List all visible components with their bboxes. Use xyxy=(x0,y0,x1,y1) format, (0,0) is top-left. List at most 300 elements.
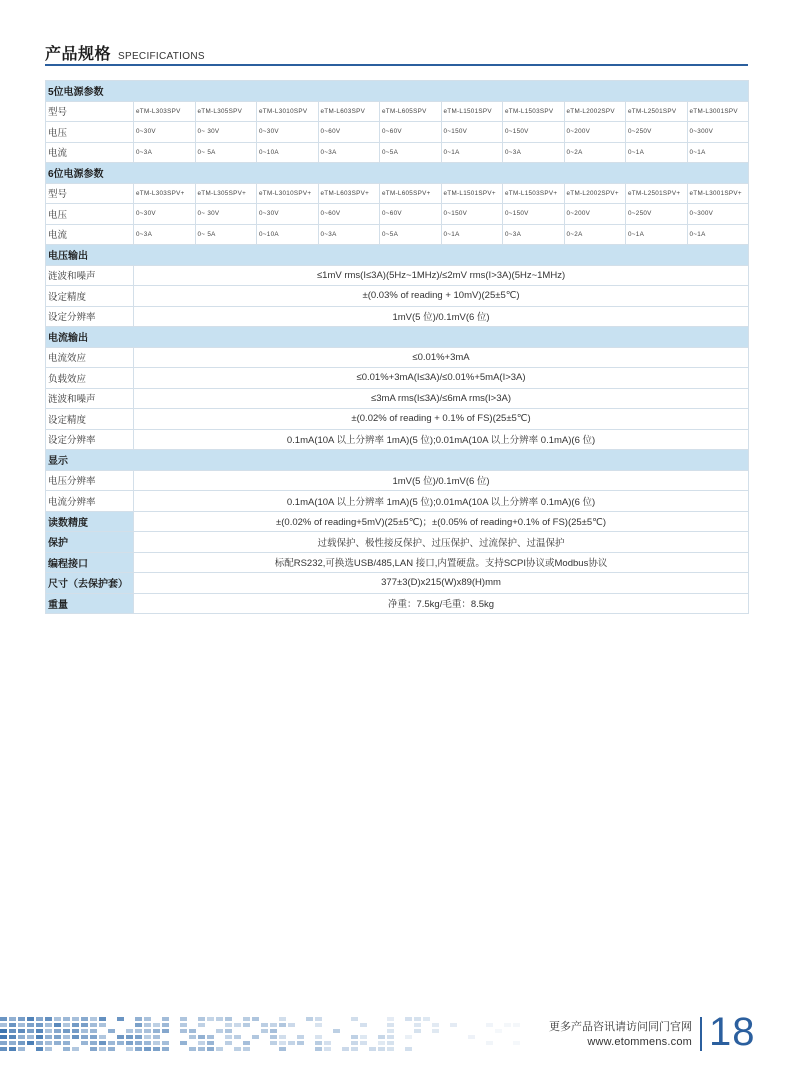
pattern-dot xyxy=(315,1047,322,1051)
pattern-dot xyxy=(198,1041,205,1045)
pattern-dot xyxy=(162,1017,169,1021)
pattern-dot xyxy=(252,1035,259,1039)
spec-cell: 0~30V xyxy=(134,204,196,225)
key-spec-row xyxy=(46,573,749,594)
pattern-dot xyxy=(324,1041,331,1045)
row-label: 负载效应 xyxy=(46,368,134,389)
pattern-dot xyxy=(189,1047,196,1051)
pattern-dot xyxy=(99,1023,106,1027)
pattern-dot xyxy=(387,1035,394,1039)
pattern-dot xyxy=(414,1017,421,1021)
spec-cell: 0~3A xyxy=(134,142,196,163)
pattern-dot xyxy=(99,1041,106,1045)
table-row xyxy=(46,224,749,245)
pattern-dot xyxy=(243,1041,250,1045)
spec-cell: 0~10A xyxy=(257,224,319,245)
section-header-row xyxy=(46,81,749,102)
pattern-dot xyxy=(90,1035,97,1039)
pattern-dot xyxy=(162,1029,169,1033)
row-label: 电流 xyxy=(46,142,134,163)
pattern-dot xyxy=(45,1029,52,1033)
spec-cell: eTM-L1501SPV xyxy=(441,101,503,122)
key-spec-row xyxy=(46,532,749,553)
pattern-dot xyxy=(225,1035,232,1039)
footer-website: www.etommens.com xyxy=(587,1036,692,1048)
spec-cell: 0~30V xyxy=(257,204,319,225)
pattern-dot xyxy=(153,1047,160,1051)
spec-cell: 0~3A xyxy=(503,142,565,163)
spec-cell: eTM-L305SPV xyxy=(195,101,257,122)
pattern-dot xyxy=(180,1017,187,1021)
pattern-dot xyxy=(315,1017,322,1021)
table-row xyxy=(46,142,749,163)
pattern-dot xyxy=(486,1023,493,1027)
spec-cell: 0~5A xyxy=(380,142,442,163)
pattern-dot xyxy=(162,1041,169,1045)
pattern-dot xyxy=(81,1041,88,1045)
pattern-dot xyxy=(504,1023,511,1027)
pattern-dot xyxy=(315,1041,322,1045)
pattern-dot xyxy=(378,1035,385,1039)
pattern-dot xyxy=(351,1041,358,1045)
pattern-dot xyxy=(261,1029,268,1033)
footer-tagline: 更多产品咨讯请访问同门官网 xyxy=(549,1021,692,1033)
spec-table xyxy=(45,80,749,614)
spec-cell: 0~30V xyxy=(257,122,319,143)
pattern-dot xyxy=(72,1029,79,1033)
pattern-dot xyxy=(387,1017,394,1021)
section-header-row xyxy=(46,245,749,266)
pattern-dot xyxy=(216,1047,223,1051)
pattern-dot xyxy=(63,1047,70,1051)
pattern-dot xyxy=(0,1023,7,1027)
spec-cell: 0~150V xyxy=(503,204,565,225)
key-spec-label: 读数精度 xyxy=(46,511,134,532)
spec-cell: 0~1A xyxy=(441,224,503,245)
pattern-dot xyxy=(54,1035,61,1039)
section-header-row xyxy=(46,327,749,348)
pattern-dot xyxy=(180,1041,187,1045)
table-row xyxy=(46,409,749,430)
spec-cell: eTM-L605SPV xyxy=(380,101,442,122)
pattern-dot xyxy=(18,1035,25,1039)
pattern-dot xyxy=(189,1035,196,1039)
pattern-dot xyxy=(18,1017,25,1021)
spec-cell: 0~ 5A xyxy=(195,142,257,163)
pattern-dot xyxy=(54,1029,61,1033)
spec-cell: 0~ 30V xyxy=(195,204,257,225)
pattern-dot xyxy=(270,1029,277,1033)
section-title: 显示 xyxy=(46,450,749,471)
spec-cell: 0~60V xyxy=(380,204,442,225)
pattern-dot xyxy=(270,1035,277,1039)
spec-cell: 0~1A xyxy=(687,224,749,245)
pattern-dot xyxy=(117,1017,124,1021)
pattern-dot xyxy=(207,1017,214,1021)
pattern-dot xyxy=(117,1035,124,1039)
pattern-dot xyxy=(162,1047,169,1051)
spec-cell: eTM-L1501SPV+ xyxy=(441,183,503,204)
pattern-dot xyxy=(189,1029,196,1033)
pattern-dot xyxy=(360,1041,367,1045)
pattern-dot xyxy=(333,1029,340,1033)
pattern-dot xyxy=(45,1047,52,1051)
pattern-dot xyxy=(225,1029,232,1033)
spec-cell: eTM-L1503SPV xyxy=(503,101,565,122)
table-row xyxy=(46,347,749,368)
pattern-dot xyxy=(72,1017,79,1021)
spec-cell: eTM-L2002SPV+ xyxy=(564,183,626,204)
pattern-dot xyxy=(387,1047,394,1051)
pattern-dot xyxy=(432,1023,439,1027)
pattern-dot xyxy=(27,1017,34,1021)
section-title: 6位电源参数 xyxy=(46,163,749,184)
spec-cell: eTM-L2501SPV+ xyxy=(626,183,688,204)
key-spec-row xyxy=(46,511,749,532)
pattern-dot xyxy=(144,1041,151,1045)
pattern-dot xyxy=(135,1035,142,1039)
footer-contact xyxy=(549,1020,692,1050)
pattern-dot xyxy=(414,1023,421,1027)
pattern-dot xyxy=(405,1035,412,1039)
spec-cell: 0~3A xyxy=(318,224,380,245)
pattern-dot xyxy=(315,1035,322,1039)
pattern-dot xyxy=(405,1017,412,1021)
spec-cell: eTM-L303SPV xyxy=(134,101,196,122)
pattern-dot xyxy=(297,1041,304,1045)
pattern-dot xyxy=(90,1047,97,1051)
spec-cell: 0~150V xyxy=(441,122,503,143)
pattern-dot xyxy=(360,1023,367,1027)
table-row xyxy=(46,183,749,204)
pattern-dot xyxy=(45,1023,52,1027)
section-header-row xyxy=(46,163,749,184)
pattern-dot xyxy=(36,1017,43,1021)
pattern-dot xyxy=(45,1017,52,1021)
spec-cell: 0~2A xyxy=(564,224,626,245)
footer-dot-pattern xyxy=(0,1016,530,1052)
pattern-dot xyxy=(144,1035,151,1039)
table-row xyxy=(46,101,749,122)
spec-cell: 0~300V xyxy=(687,204,749,225)
pattern-dot xyxy=(9,1023,16,1027)
table-row xyxy=(46,368,749,389)
pattern-dot xyxy=(432,1029,439,1033)
spec-cell: eTM-L305SPV+ xyxy=(195,183,257,204)
pattern-dot xyxy=(207,1047,214,1051)
pattern-dot xyxy=(369,1047,376,1051)
pattern-dot xyxy=(90,1029,97,1033)
pattern-dot xyxy=(153,1041,160,1045)
pattern-dot xyxy=(279,1041,286,1045)
pattern-dot xyxy=(9,1035,16,1039)
pattern-dot xyxy=(99,1047,106,1051)
pattern-dot xyxy=(234,1035,241,1039)
pattern-dot xyxy=(126,1047,133,1051)
pattern-dot xyxy=(54,1017,61,1021)
spec-value: 0.1mA(10A 以上分辨率 1mA)(5 位);0.01mA(10A 以上分辨率 0.1mA)(6 位) xyxy=(134,491,749,512)
pattern-dot xyxy=(0,1047,7,1051)
pattern-dot xyxy=(81,1023,88,1027)
section-title: 5位电源参数 xyxy=(46,81,749,102)
row-label: 设定分辨率 xyxy=(46,429,134,450)
spec-cell: 0~60V xyxy=(318,204,380,225)
pattern-dot xyxy=(495,1029,502,1033)
table-row xyxy=(46,491,749,512)
pattern-dot xyxy=(135,1041,142,1045)
table-row xyxy=(46,204,749,225)
spec-cell: 0~150V xyxy=(503,122,565,143)
pattern-dot xyxy=(225,1017,232,1021)
pattern-dot xyxy=(135,1029,142,1033)
pattern-dot xyxy=(270,1041,277,1045)
pattern-dot xyxy=(144,1029,151,1033)
spec-cell: eTM-L1503SPV+ xyxy=(503,183,565,204)
spec-value: ≤1mV rms(I≤3A)(5Hz~1MHz)/≤2mV rms(I>3A)(5Hz~1MHz) xyxy=(134,265,749,286)
pattern-dot xyxy=(27,1029,34,1033)
pattern-dot xyxy=(63,1035,70,1039)
page-title: 产品规格 xyxy=(45,46,112,63)
pattern-dot xyxy=(153,1035,160,1039)
pattern-dot xyxy=(279,1017,286,1021)
pattern-dot xyxy=(234,1047,241,1051)
spec-cell: 0~1A xyxy=(687,142,749,163)
pattern-dot xyxy=(135,1047,142,1051)
pattern-dot xyxy=(63,1023,70,1027)
pattern-dot xyxy=(54,1041,61,1045)
pattern-dot xyxy=(450,1023,457,1027)
pattern-dot xyxy=(72,1047,79,1051)
key-spec-value: ±(0.02% of reading+5mV)(25±5℃)；±(0.05% of reading+0.1% of FS)(25±5℃) xyxy=(134,511,749,532)
pattern-dot xyxy=(135,1023,142,1027)
pattern-dot xyxy=(279,1023,286,1027)
table-row xyxy=(46,286,749,307)
table-row xyxy=(46,470,749,491)
pattern-dot xyxy=(162,1023,169,1027)
pattern-dot xyxy=(63,1029,70,1033)
spec-cell: 0~30V xyxy=(134,122,196,143)
key-spec-value: 净重：7.5kg/毛重：8.5kg xyxy=(134,593,749,614)
spec-cell: eTM-L3010SPV xyxy=(257,101,319,122)
spec-cell: 0~1A xyxy=(441,142,503,163)
spec-value: ≤3mA rms(I≤3A)/≤6mA rms(I>3A) xyxy=(134,388,749,409)
spec-value: 1mV(5 位)/0.1mV(6 位) xyxy=(134,306,749,327)
key-spec-label: 编程接口 xyxy=(46,552,134,573)
pattern-dot xyxy=(243,1017,250,1021)
pattern-dot xyxy=(198,1023,205,1027)
pattern-dot xyxy=(144,1023,151,1027)
pattern-dot xyxy=(315,1023,322,1027)
pattern-dot xyxy=(9,1041,16,1045)
spec-cell: 0~5A xyxy=(380,224,442,245)
spec-cell: eTM-L3010SPV+ xyxy=(257,183,319,204)
spec-cell: 0~1A xyxy=(626,224,688,245)
pattern-dot xyxy=(270,1023,277,1027)
pattern-dot xyxy=(387,1023,394,1027)
spec-cell: 0~200V xyxy=(564,122,626,143)
spec-cell: 0~200V xyxy=(564,204,626,225)
footer-divider xyxy=(700,1017,702,1051)
key-spec-value: 标配RS232,可换选USB/485,LAN 接口,内置硬盘。支持SCPI协议或Modbus协议 xyxy=(134,552,749,573)
pattern-dot xyxy=(207,1041,214,1045)
row-label: 电压 xyxy=(46,122,134,143)
spec-cell: 0~250V xyxy=(626,122,688,143)
pattern-dot xyxy=(351,1035,358,1039)
spec-cell: eTM-L603SPV xyxy=(318,101,380,122)
spec-cell: 0~ 5A xyxy=(195,224,257,245)
spec-cell: eTM-L2501SPV xyxy=(626,101,688,122)
pattern-dot xyxy=(243,1023,250,1027)
pattern-dot xyxy=(36,1047,43,1051)
pattern-dot xyxy=(306,1017,313,1021)
spec-value: 1mV(5 位)/0.1mV(6 位) xyxy=(134,470,749,491)
row-label: 设定精度 xyxy=(46,286,134,307)
pattern-dot xyxy=(9,1017,16,1021)
pattern-dot xyxy=(36,1041,43,1045)
pattern-dot xyxy=(126,1041,133,1045)
pattern-dot xyxy=(27,1041,34,1045)
table-row xyxy=(46,265,749,286)
key-spec-value: 过载保护、极性接反保护、过压保护、过流保护、过温保护 xyxy=(134,532,749,553)
pattern-dot xyxy=(279,1047,286,1051)
pattern-dot xyxy=(351,1047,358,1051)
pattern-dot xyxy=(27,1023,34,1027)
pattern-dot xyxy=(144,1017,151,1021)
spec-value: ±(0.02% of reading + 0.1% of FS)(25±5℃) xyxy=(134,409,749,430)
key-spec-row xyxy=(46,552,749,573)
spec-cell: eTM-L603SPV+ xyxy=(318,183,380,204)
key-spec-row xyxy=(46,593,749,614)
pattern-dot xyxy=(198,1047,205,1051)
pattern-dot xyxy=(144,1047,151,1051)
pattern-dot xyxy=(117,1041,124,1045)
pattern-dot xyxy=(360,1035,367,1039)
spec-cell: eTM-L2002SPV xyxy=(564,101,626,122)
spec-cell: 0~3A xyxy=(134,224,196,245)
pattern-dot xyxy=(45,1041,52,1045)
spec-cell: 0~60V xyxy=(380,122,442,143)
pattern-dot xyxy=(234,1023,241,1027)
pattern-dot xyxy=(108,1041,115,1045)
pattern-dot xyxy=(153,1023,160,1027)
pattern-dot xyxy=(135,1017,142,1021)
pattern-dot xyxy=(486,1041,493,1045)
page-subtitle: SPECIFICATIONS xyxy=(118,51,205,62)
pattern-dot xyxy=(9,1047,16,1051)
pattern-dot xyxy=(351,1017,358,1021)
spec-cell: 0~150V xyxy=(441,204,503,225)
pattern-dot xyxy=(342,1047,349,1051)
pattern-dot xyxy=(225,1041,232,1045)
row-label: 涟波和噪声 xyxy=(46,388,134,409)
table-row xyxy=(46,429,749,450)
pattern-dot xyxy=(63,1017,70,1021)
pattern-dot xyxy=(36,1029,43,1033)
pattern-dot xyxy=(54,1023,61,1027)
pattern-dot xyxy=(108,1029,115,1033)
pattern-dot xyxy=(225,1023,232,1027)
pattern-dot xyxy=(99,1017,106,1021)
row-label: 型号 xyxy=(46,101,134,122)
pattern-dot xyxy=(324,1047,331,1051)
table-row xyxy=(46,122,749,143)
spec-cell: eTM-L303SPV+ xyxy=(134,183,196,204)
pattern-dot xyxy=(513,1023,520,1027)
pattern-dot xyxy=(405,1047,412,1051)
pattern-dot xyxy=(27,1035,34,1039)
pattern-dot xyxy=(72,1023,79,1027)
key-spec-label: 保护 xyxy=(46,532,134,553)
spec-cell: eTM-L605SPV+ xyxy=(380,183,442,204)
header-divider xyxy=(45,64,748,66)
pattern-dot xyxy=(423,1017,430,1021)
pattern-dot xyxy=(18,1023,25,1027)
row-label: 涟波和噪声 xyxy=(46,265,134,286)
pattern-dot xyxy=(72,1035,79,1039)
spec-cell: 0~ 30V xyxy=(195,122,257,143)
pattern-dot xyxy=(18,1047,25,1051)
row-label: 设定精度 xyxy=(46,409,134,430)
pattern-dot xyxy=(0,1041,7,1045)
pattern-dot xyxy=(378,1041,385,1045)
spec-cell: 0~3A xyxy=(503,224,565,245)
section-header-row xyxy=(46,450,749,471)
pattern-dot xyxy=(468,1035,475,1039)
pattern-dot xyxy=(288,1041,295,1045)
spec-cell: 0~3A xyxy=(318,142,380,163)
pattern-dot xyxy=(216,1029,223,1033)
spec-value: ±(0.03% of reading + 10mV)(25±5℃) xyxy=(134,286,749,307)
pattern-dot xyxy=(45,1035,52,1039)
pattern-dot xyxy=(216,1017,223,1021)
pattern-dot xyxy=(387,1029,394,1033)
pattern-dot xyxy=(90,1023,97,1027)
pattern-dot xyxy=(81,1035,88,1039)
row-label: 电流分辨率 xyxy=(46,491,134,512)
row-label: 型号 xyxy=(46,183,134,204)
page-number: 18 xyxy=(709,1010,756,1054)
spec-cell: eTM-L3001SPV xyxy=(687,101,749,122)
pattern-dot xyxy=(513,1041,520,1045)
row-label: 设定分辨率 xyxy=(46,306,134,327)
spec-cell: 0~60V xyxy=(318,122,380,143)
key-spec-label: 重量 xyxy=(46,593,134,614)
pattern-dot xyxy=(99,1035,106,1039)
spec-value: ≤0.01%+3mA(I≤3A)/≤0.01%+5mA(I>3A) xyxy=(134,368,749,389)
spec-cell: 0~2A xyxy=(564,142,626,163)
pattern-dot xyxy=(0,1017,7,1021)
pattern-dot xyxy=(180,1023,187,1027)
pattern-dot xyxy=(18,1029,25,1033)
key-spec-value: 377±3(D)x215(W)x89(H)mm xyxy=(134,573,749,594)
pattern-dot xyxy=(108,1047,115,1051)
pattern-dot xyxy=(0,1029,7,1033)
pattern-dot xyxy=(81,1017,88,1021)
pattern-dot xyxy=(90,1041,97,1045)
page-header xyxy=(45,42,205,64)
section-title: 电压输出 xyxy=(46,245,749,266)
pattern-dot xyxy=(36,1035,43,1039)
pattern-dot xyxy=(243,1047,250,1051)
pattern-dot xyxy=(198,1017,205,1021)
table-row xyxy=(46,388,749,409)
table-row xyxy=(46,306,749,327)
spec-cell: 0~300V xyxy=(687,122,749,143)
pattern-dot xyxy=(36,1023,43,1027)
pattern-dot xyxy=(252,1017,259,1021)
pattern-dot xyxy=(126,1035,133,1039)
pattern-dot xyxy=(180,1029,187,1033)
